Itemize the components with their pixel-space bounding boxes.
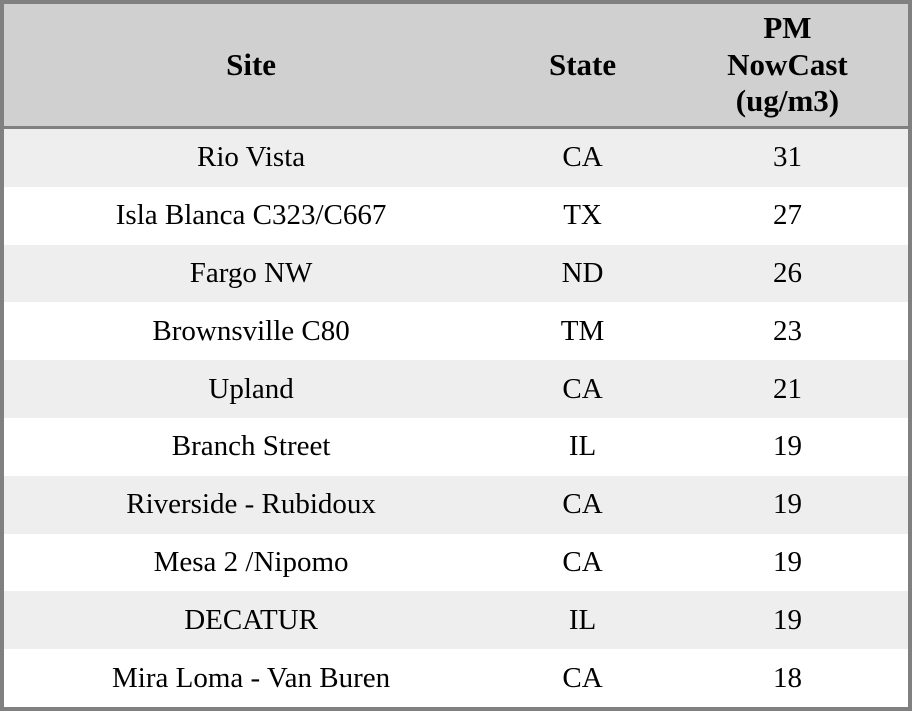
table-header	[2, 2, 910, 128]
state-cell: TX	[563, 199, 602, 232]
column-header-pm-nowcast-label: PM NowCast (ug/m3)	[727, 10, 848, 119]
site-cell: DECATUR	[184, 603, 318, 636]
pm-nowcast-cell: 19	[772, 545, 802, 578]
state-cell: CA	[562, 141, 603, 174]
table-row	[2, 245, 910, 303]
site-cell: Fargo NW	[189, 256, 313, 289]
site-cell: Riverside - Rubidoux	[126, 488, 376, 521]
state-cell: TM	[560, 314, 605, 347]
table-row	[2, 418, 910, 476]
table-row	[2, 128, 910, 187]
pm-nowcast-cell: 18	[772, 661, 802, 694]
pm-nowcast-cell: 19	[772, 488, 802, 521]
site-cell: Branch Street	[171, 430, 331, 463]
table-row	[2, 591, 910, 649]
column-header-site	[2, 2, 498, 128]
state-cell: IL	[568, 603, 597, 636]
header-row	[2, 2, 910, 128]
site-cell: Isla Blanca C323/C667	[115, 199, 387, 232]
state-cell: ND	[561, 256, 604, 289]
table-row	[2, 649, 910, 709]
table-body	[2, 128, 910, 710]
pm-nowcast-cell: 27	[772, 199, 802, 232]
table-row	[2, 534, 910, 592]
state-cell: IL	[568, 430, 597, 463]
table-row	[2, 360, 910, 418]
site-cell: Mesa 2 /Nipomo	[153, 545, 349, 578]
site-cell: Upland	[208, 372, 294, 405]
state-cell: CA	[562, 545, 603, 578]
table-row	[2, 302, 910, 360]
pm-nowcast-cell: 26	[772, 256, 802, 289]
pm-nowcast-cell: 23	[772, 314, 802, 347]
pm-nowcast-cell: 19	[772, 603, 802, 636]
column-header-pm-nowcast	[667, 2, 910, 128]
pm-nowcast-cell: 19	[772, 430, 802, 463]
table-row	[2, 476, 910, 534]
state-cell: CA	[562, 488, 603, 521]
site-cell: Rio Vista	[197, 141, 306, 174]
state-cell: CA	[562, 661, 603, 694]
site-cell: Mira Loma - Van Buren	[112, 661, 391, 694]
pm-nowcast-cell: 21	[772, 372, 802, 405]
column-header-state	[498, 2, 667, 128]
table-row	[2, 187, 910, 245]
site-cell: Brownsville C80	[152, 314, 350, 347]
column-header-state-label: State	[548, 46, 617, 82]
column-header-site-label: Site	[226, 46, 277, 82]
state-cell: CA	[562, 372, 603, 405]
pm-nowcast-cell: 31	[772, 141, 802, 174]
